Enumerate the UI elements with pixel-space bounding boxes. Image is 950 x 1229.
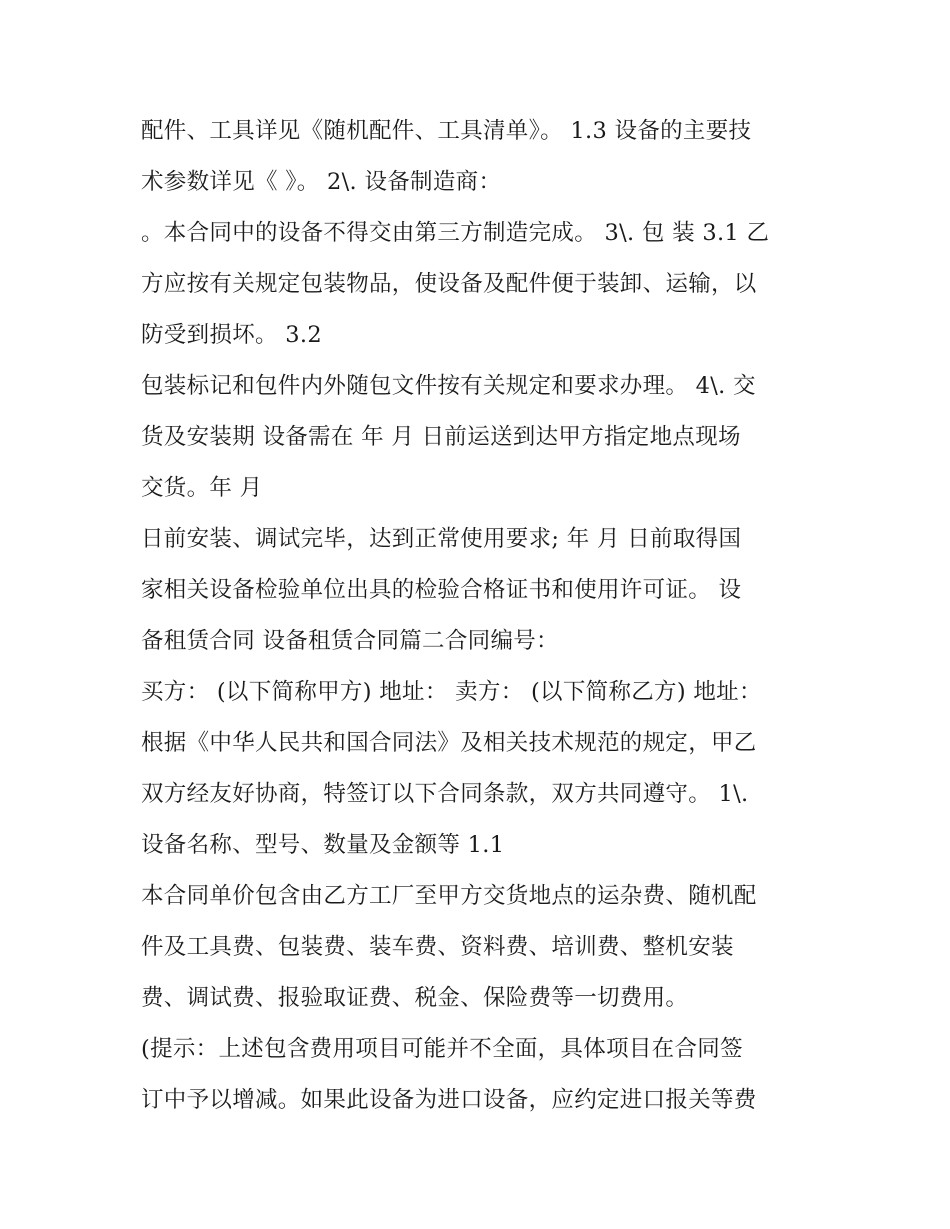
text-line: 术参数详见《 》。 2\. 设备制造商：	[141, 169, 502, 195]
text-line: 件及工具费、包装费、装车费、资料费、培训费、整机安装	[141, 934, 734, 960]
text-line: 家相关设备检验单位出具的检验合格证书和使用许可证。 设	[141, 577, 742, 603]
text-line: 订中予以增减。如果此设备为进口设备，应约定进口报关等费	[141, 1087, 757, 1113]
text-line: (提示：上述包含费用项目可能并不全面，具体项目在合同签	[141, 1036, 743, 1062]
text-line: 根据《中华人民共和国合同法》及相关技术规范的规定，甲乙	[141, 730, 757, 756]
text-line: 交货。年 月	[141, 475, 263, 501]
text-line: 日前安装、调试完毕，达到正常使用要求; 年 月 日前取得国	[141, 526, 742, 552]
text-line: 货及安装期 设备需在 年 月 日前运送到达甲方指定地点现场	[141, 424, 741, 450]
text-line: 设备名称、型号、数量及金额等 1.1	[141, 832, 505, 858]
text-line: 包装标记和包件内外随包文件按有关规定和要求办理。 4\. 交	[141, 373, 756, 399]
text-line: 备租赁合同 设备租赁合同篇二合同编号：	[141, 628, 559, 654]
text-line: 费、调试费、报验取证费、税金、保险费等一切费用。	[141, 985, 689, 1011]
text-line: 买方： (以下简称甲方) 地址： 卖方： (以下简称乙方) 地址：	[141, 679, 762, 705]
text-line: 本合同单价包含由乙方工厂至甲方交货地点的运杂费、随机配	[141, 883, 757, 909]
text-line: 方应按有关规定包装物品，使设备及配件便于装卸、运输，以	[141, 271, 757, 297]
text-line: 配件、工具详见《随机配件、工具清单》。 1.3 设备的主要技	[141, 118, 752, 144]
text-line: 双方经友好协商，特签订以下合同条款，双方共同遵守。 1\.	[141, 781, 749, 807]
text-line: 防受到损坏。 3.2	[141, 322, 322, 348]
contract-text-body	[141, 106, 821, 1126]
text-line: 。本合同中的设备不得交由第三方制造完成。 3\. 包 装 3.1 乙	[141, 220, 770, 246]
